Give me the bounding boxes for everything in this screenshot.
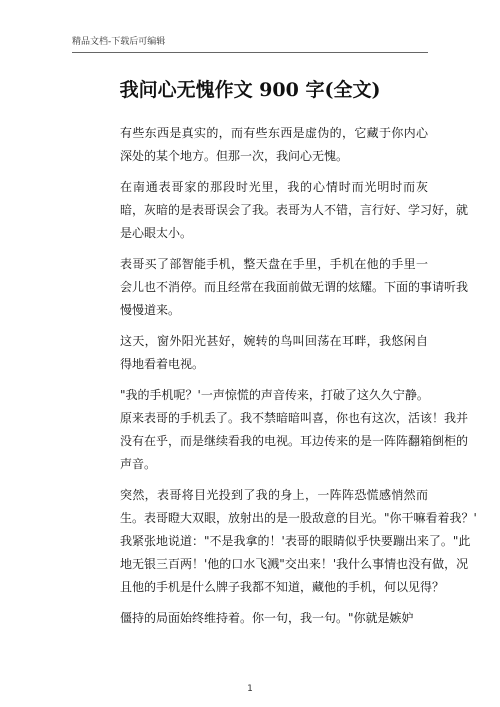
paragraph-spacer xyxy=(96,476,428,484)
paragraph-line: 有些东西是真实的，而有些东西是虚伪的，它藏于你内心 xyxy=(120,126,428,140)
paragraph-line: "我的手机呢？'一声惊慌的声音传来，打破了这久久宁静。 xyxy=(120,388,429,402)
paragraph-line: 且他的手机是什么牌子我都不知道，藏他的手机，何以见得？ xyxy=(120,580,445,594)
paragraph-line: 突然，表哥将目光投到了我的身上，一阵阵恐慌感悄然而 xyxy=(120,488,428,502)
paragraph-line: 在南通表哥家的那段时光里，我的心情时而光明时而灰 xyxy=(120,180,428,194)
paragraph-line: 表哥买了部智能手机，整天盘在手里，手机在他的手里一 xyxy=(120,257,428,271)
paragraph-line: 暗，灰暗的是表哥误会了我。表哥为人不错，言行好、学习好，就 xyxy=(120,203,469,217)
paragraph xyxy=(96,253,469,322)
paragraph xyxy=(96,176,469,245)
paragraph-line: 是心眼太小。 xyxy=(120,226,193,240)
header-divider xyxy=(72,52,428,53)
paragraph-line: 地无银三百两！'他的口水飞溅"交出来！'我什么事情也没有做，况 xyxy=(120,557,469,571)
header-note: 精品文档-下载后可编辑 xyxy=(72,37,166,47)
paragraph-spacer xyxy=(96,376,428,384)
paragraph-line: 这天，窗外阳光甚好，婉转的鸟叫回荡在耳畔，我悠闲自 xyxy=(120,334,428,348)
paragraph-line: 得地看着电视。 xyxy=(120,357,205,371)
paragraph xyxy=(96,122,428,168)
paragraph-line: 原来表哥的手机丢了。我不禁暗暗叫喜，你也有这次，活该！我并 xyxy=(120,411,469,425)
paragraph-line: 会儿也不消停。而且经常在我面前做无谓的炫耀。下面的事请听我 xyxy=(120,280,469,294)
paragraph-line: 我紧张地说道："不是我拿的！'表哥的眼睛似乎快要蹦出来了。"此 xyxy=(120,534,471,548)
paragraph-line: 慢慢道来。 xyxy=(120,303,181,317)
paragraph-spacer xyxy=(96,599,428,607)
paragraph-line: 僵持的局面始终维持着。你一句，我一句。"你就是嫉妒 xyxy=(120,611,414,625)
paragraph-line: 没有在乎，而是继续看我的电视。耳边传来的是一阵阵翻箱倒柜的 xyxy=(120,434,469,448)
paragraph-line: 深处的某个地方。但那一次，我问心无愧。 xyxy=(120,149,349,163)
paragraph xyxy=(96,330,428,376)
paragraph-spacer xyxy=(96,245,428,253)
document-title: 我问心无愧作文 900 字(全文) xyxy=(119,79,381,101)
paragraph-line: 声音。 xyxy=(120,457,157,471)
paragraph-spacer xyxy=(96,322,428,330)
paragraph-line: 生。表哥瞪大双眼，放射出的是一股敌意的目光。"你干嘛看着我？' xyxy=(120,511,477,525)
document-body xyxy=(96,122,477,630)
paragraph-spacer xyxy=(96,168,428,176)
page-number: 1 xyxy=(247,684,253,694)
paragraph xyxy=(96,484,477,599)
paragraph xyxy=(96,384,469,476)
paragraph xyxy=(96,607,428,630)
